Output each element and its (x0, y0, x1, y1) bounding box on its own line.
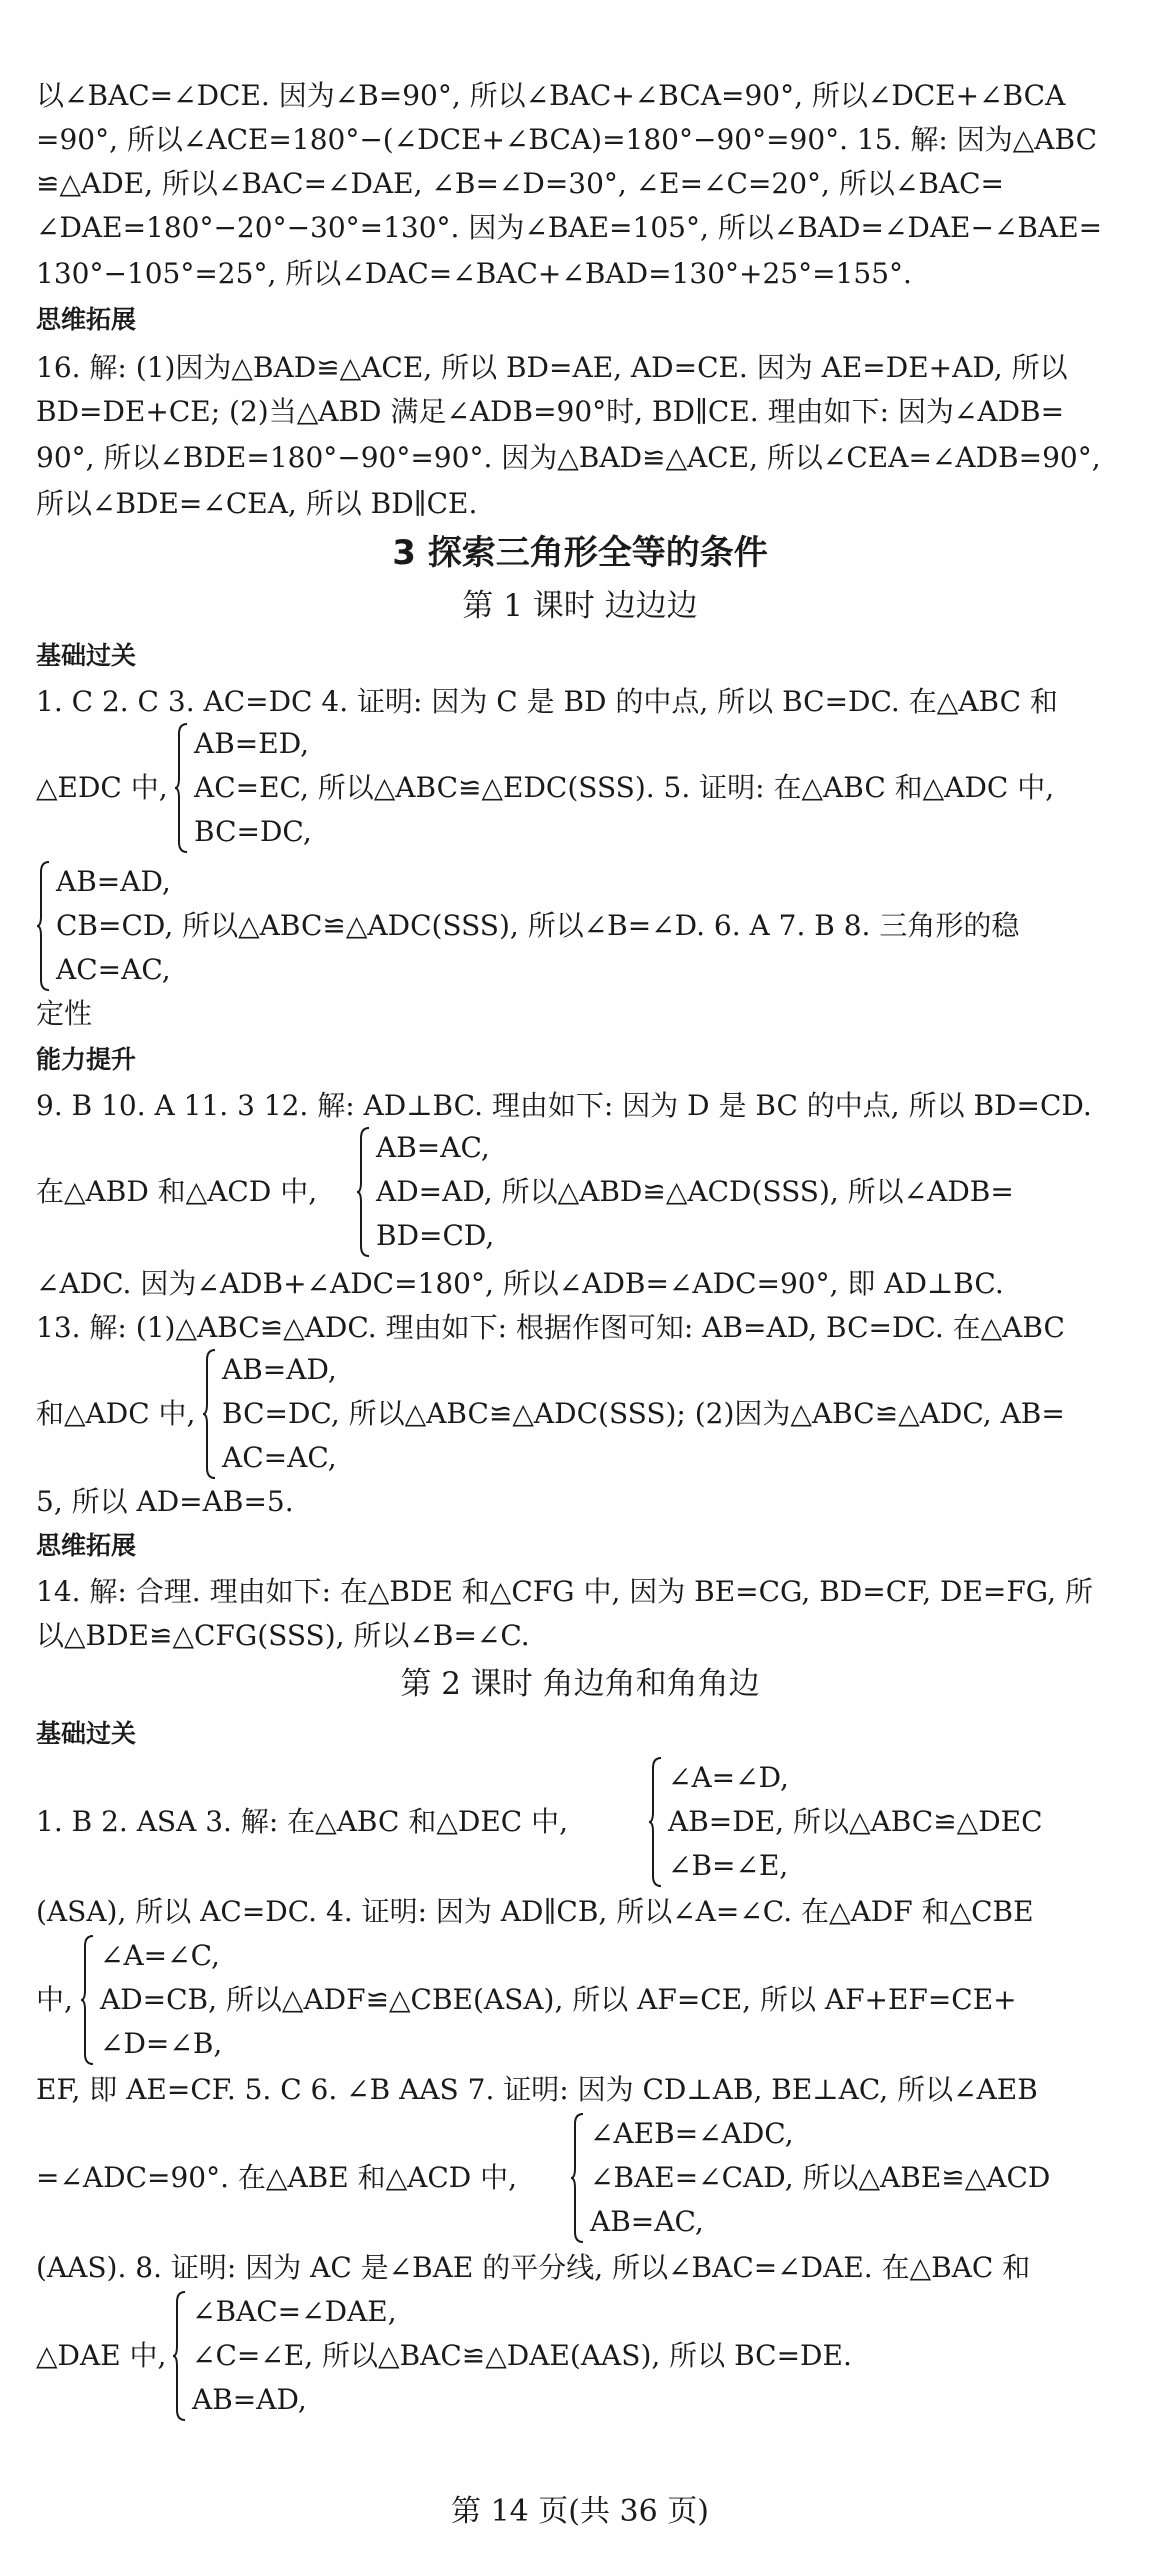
section-heading: 思维拓展 (36, 1531, 137, 1560)
equation-system (80, 1934, 1140, 2066)
text-line: =∠ADC=90°. 在△ABE 和△ACD 中, (36, 2161, 518, 2194)
text-line: 9. B 10. A 11. 3 12. 解: AD⊥BC. 理由如下: 因为 D 是 BC 的中点, 所以 BD=CD. (36, 1089, 1092, 1122)
text-line: 90°, 所以∠BDE=180°−90°=90°. 因为△BAD≌△ACE, 所以∠CEA=∠ADB=90°, (36, 441, 1101, 474)
lesson-title: 第 1 课时 边边边 (462, 588, 698, 624)
text-line: 所以∠BDE=∠CEA, 所以 BD∥CE. (36, 487, 478, 520)
system-row: AB=ED, (194, 727, 310, 760)
text-line: (ASA), 所以 AC=DC. 4. 证明: 因为 AD∥CB, 所以∠A=∠C. 在△ADF 和△CBE (36, 1895, 1034, 1928)
text-line: ≌△ADE, 所以∠BAC=∠DAE, ∠B=∠D=30°, ∠E=∠C=20°, 所以∠BAC= (36, 167, 1004, 200)
system-row: AC=AC, (222, 1441, 337, 1474)
system-row: AC=EC, 所以△ABC≌△EDC(SSS). 5. 证明: 在△ABC 和△ADC 中, (194, 771, 1055, 804)
system-row: AB=AD, (222, 1353, 337, 1386)
system-row: AB=AC, (590, 2205, 704, 2238)
text-line: ∠ADC. 因为∠ADB+∠ADC=180°, 所以∠ADB=∠ADC=90°, 即 AD⊥BC. (36, 1267, 1004, 1300)
text-line: 1. C 2. C 3. AC=DC 4. 证明: 因为 C 是 BD 的中点, 所以 BC=DC. 在△ABC 和 (36, 685, 1058, 718)
text-line: 以∠BAC=∠DCE. 因为∠B=90°, 所以∠BAC+∠BCA=90°, 所以∠DCE+∠BCA (36, 79, 1066, 112)
system-row: AB=AD, (56, 865, 171, 898)
text-line: 定性 (36, 997, 93, 1030)
text-line: =90°, 所以∠ACE=180°−(∠DCE+∠BCA)=180°−90°=90°. 15. 解: 因为△ABC (36, 123, 1098, 156)
system-row: ∠A=∠D, (668, 1761, 789, 1794)
system-row: ∠B=∠E, (668, 1849, 789, 1882)
system-row: AC=AC, (56, 953, 171, 986)
system-row: ∠AEB=∠ADC, (590, 2117, 794, 2150)
text-line: (AAS). 8. 证明: 因为 AC 是∠BAE 的平分线, 所以∠BAC=∠DAE. 在△BAC 和 (36, 2251, 1031, 2284)
text-line: 以△BDE≌△CFG(SSS), 所以∠B=∠C. (36, 1619, 530, 1652)
text-line: △EDC 中, (36, 771, 168, 804)
brace-icon (570, 2112, 584, 2244)
text-line: 16. 解: (1)因为△BAD≌△ACE, 所以 BD=AE, AD=CE. 因为 AE=DE+AD, 所以 (36, 351, 1068, 384)
equation-system (648, 1756, 1138, 1888)
text-line: 中, (36, 1983, 73, 2016)
system-row: BD=CD, (376, 1219, 495, 1252)
system-row: BC=DC, (194, 815, 312, 848)
section-heading: 基础过关 (36, 641, 137, 670)
brace-icon (648, 1756, 662, 1888)
equation-system (36, 860, 1136, 992)
equation-system (356, 1126, 1136, 1258)
equation-system (202, 1348, 1132, 1480)
system-row: CB=CD, 所以△ABC≌△ADC(SSS), 所以∠B=∠D. 6. A 7. B 8. 三角形的稳 (56, 909, 1020, 942)
section-heading: 基础过关 (36, 1719, 137, 1748)
system-row: ∠C=∠E, 所以△BAC≌△DAE(AAS), 所以 BC=DE. (192, 2339, 852, 2372)
system-row: AB=AD, (192, 2383, 307, 2416)
system-row: ∠BAC=∠DAE, (192, 2295, 397, 2328)
brace-icon (202, 1348, 216, 1480)
text-line: ∠DAE=180°−20°−30°=130°. 因为∠BAE=105°, 所以∠BAD=∠DAE−∠BAE= (36, 211, 1103, 244)
text-line: 14. 解: 合理. 理由如下: 在△BDE 和△CFG 中, 因为 BE=CG, BD=CF, DE=FG, 所 (36, 1575, 1093, 1608)
page-number: 第 14 页(共 36 页) (451, 2494, 709, 2529)
brace-icon (174, 722, 188, 854)
system-row: ∠BAE=∠CAD, 所以△ABE≌△ACD (590, 2161, 1051, 2194)
text-line: △DAE 中, (36, 2339, 167, 2372)
brace-icon (356, 1126, 370, 1258)
brace-icon (80, 1934, 94, 2066)
text-line: 5, 所以 AD=AB=5. (36, 1485, 294, 1518)
brace-icon (172, 2290, 186, 2422)
text-line: 在△ABD 和△ACD 中, (36, 1175, 318, 1208)
system-row: ∠A=∠C, (100, 1939, 220, 1972)
equation-system (174, 722, 1134, 854)
system-row: ∠D=∠B, (100, 2027, 223, 2060)
text-line: 1. B 2. ASA 3. 解: 在△ABC 和△DEC 中, (36, 1805, 569, 1838)
text-line: 130°−105°=25°, 所以∠DAC=∠BAC+∠BAD=130°+25°=155°. (36, 257, 912, 290)
lesson-title: 第 2 课时 角边角和角角边 (400, 1666, 760, 1702)
system-row: AD=CB, 所以△ADF≌△CBE(ASA), 所以 AF=CE, 所以 AF+EF=CE+ (100, 1983, 1017, 2016)
section-heading: 能力提升 (36, 1045, 137, 1074)
system-row: BC=DC, 所以△ABC≌△ADC(SSS); (2)因为△ABC≌△ADC, AB= (222, 1397, 1065, 1430)
brace-icon (36, 860, 50, 992)
system-row: AB=DE, 所以△ABC≌△DEC (668, 1805, 1043, 1838)
text-line: 13. 解: (1)△ABC≌△ADC. 理由如下: 根据作图可知: AB=AD, BC=DC. 在△ABC (36, 1311, 1065, 1344)
text-line: 和△ADC 中, (36, 1397, 196, 1430)
section-heading: 思维拓展 (36, 305, 137, 334)
system-row: AB=AC, (376, 1131, 490, 1164)
text-line: EF, 即 AE=CF. 5. C 6. ∠B AAS 7. 证明: 因为 CD⊥AB, BE⊥AC, 所以∠AEB (36, 2073, 1038, 2106)
equation-system (570, 2112, 1140, 2244)
equation-system (172, 2290, 1132, 2422)
system-row: AD=AD, 所以△ABD≌△ACD(SSS), 所以∠ADB= (376, 1175, 1014, 1208)
text-line: BD=DE+CE; (2)当△ABD 满足∠ADB=90°时, BD∥CE. 理由如下: 因为∠ADB= (36, 395, 1065, 428)
chapter-title: 3 探索三角形全等的条件 (392, 533, 768, 573)
